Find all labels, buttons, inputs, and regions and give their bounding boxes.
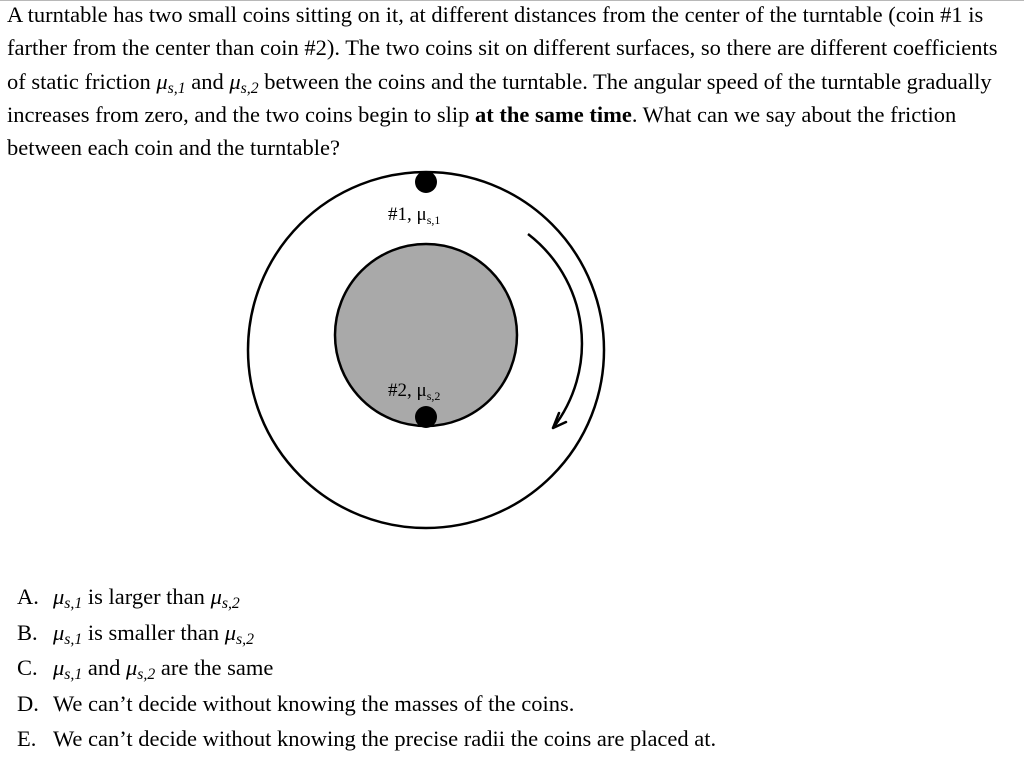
option-letter: B. [17,619,38,645]
option-letter: D. [17,690,39,716]
question-part-1: A turntable has two small coins sitting on it, at different distances from the center of the turntable (coin #1 is farther from the center than coin #2). The two coins sit on different surfaces, so there are different coefficients of static friction [7,2,998,94]
question-emphasis: at the same time [475,101,632,127]
mu-s1-symbol: $\mu_{s,1}$ [156,68,186,97]
coin-2-label: #2, $\mu_{s,2}$ [388,380,441,403]
option-a[interactable]: A. $\mu_{s,1}$ is larger than $\mu_{s,2}$ [17,579,997,615]
answer-options [17,579,997,757]
option-text: We can’t decide without knowing the masses of the coins. [53,690,575,716]
question-text [7,0,1017,164]
option-c[interactable]: C. $\mu_{s,1}$ and $\mu_{s,2}$ are the same [17,650,997,686]
option-b[interactable]: B. $\mu_{s,1}$ is smaller than $\mu_{s,2}$ [17,615,997,651]
question-part-2: between the coins and the turntable. The angular speed of the turntable gradually increases from zero, and the two coins begin to slip [7,68,992,127]
question-part-3: . What can we say about the friction between each coin and the turntable? [7,101,957,161]
coin-2 [415,406,437,428]
question-and: and [185,68,230,94]
rotation-arrow-arc [528,234,582,428]
option-letter: C. [17,655,38,680]
option-letter: A. [17,584,39,609]
turntable-diagram [230,160,630,560]
option-e[interactable] [17,721,997,757]
coin-1-label: #1, $\mu_{s,1}$ [388,204,441,227]
option-letter: E. [17,726,37,751]
option-text: We can’t decide without knowing the precise radii the coins are placed at. [53,726,717,751]
mu-s2-symbol: $\mu_{s,2}$ [229,68,259,97]
option-d[interactable] [17,686,997,722]
coin-1 [415,171,437,193]
